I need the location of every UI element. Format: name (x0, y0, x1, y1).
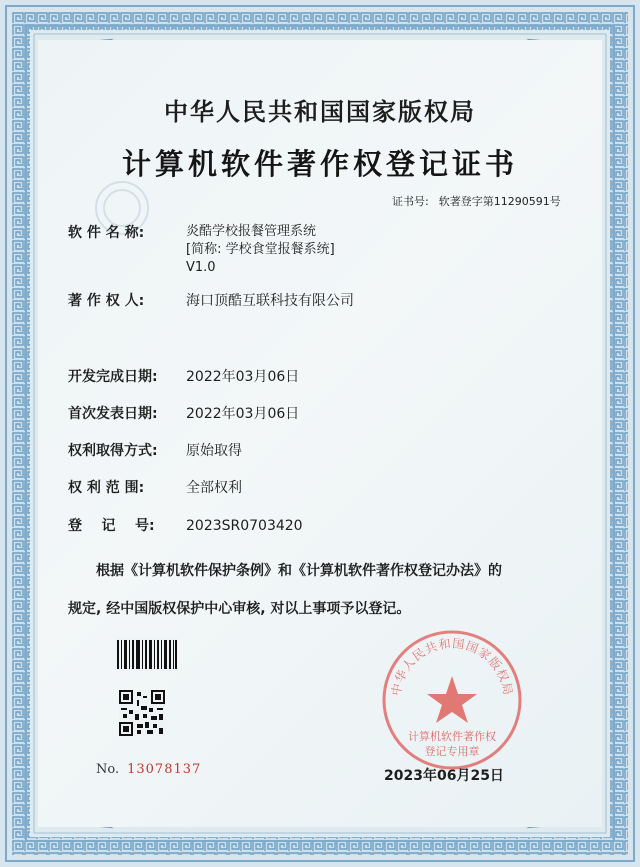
certificate-number-label: 证书号: (392, 195, 429, 208)
reg-no-label: 登 记 号: (68, 518, 155, 534)
software-version: V1.0 (186, 260, 216, 275)
serial-number (96, 762, 201, 777)
first-publish-date-label: 首次发表日期: (68, 406, 158, 422)
certificate-title: 计算机软件著作权登记证书 (121, 147, 518, 181)
software-name-block (186, 223, 335, 277)
scope-row (68, 477, 242, 497)
software-name-label: 软 件 名 称: (68, 225, 145, 241)
copyright-owner-value: 海口顶酷互联科技有限公司 (186, 293, 354, 309)
first-publish-date-value: 2022年03月06日 (186, 406, 300, 422)
copyright-owner-label: 著 作 权 人: (68, 293, 145, 309)
reg-no-value: 2023SR0703420 (186, 518, 303, 534)
first-publish-date-row (68, 403, 299, 423)
serial-prefix: No. (96, 762, 120, 777)
acquisition-value: 原始取得 (186, 443, 242, 459)
acquisition-label: 权利取得方式: (68, 443, 158, 459)
reg-no-row (68, 515, 303, 535)
serial-value: 13078137 (127, 762, 202, 777)
official-seal (380, 628, 524, 772)
acquisition-row (68, 440, 242, 460)
certificate-number (392, 193, 561, 209)
scope-value: 全部权利 (186, 480, 242, 496)
dev-complete-date-label: 开发完成日期: (68, 369, 158, 385)
dev-complete-date-value: 2022年03月06日 (186, 369, 300, 385)
seal-line-1: 计算机软件著作权 (408, 730, 496, 743)
seal-ring-text: 中华人民共和国国家版权局 (388, 636, 516, 697)
statement-line-2: 规定, 经中国版权保护中心审核, 对以上事项予以登记。 (68, 601, 411, 617)
certificate-number-value: 软著登字第11290591号 (438, 195, 561, 208)
issuer-heading: 中华人民共和国国家版权局 (164, 98, 476, 126)
software-short-name: [简称: 学校食堂报餐系统] (186, 242, 335, 257)
issue-date: 2023年06月25日 (384, 768, 504, 784)
scope-label: 权 利 范 围: (68, 480, 145, 496)
software-name-row (68, 222, 186, 242)
dev-complete-date-row (68, 366, 299, 386)
qr-code (119, 690, 165, 736)
copyright-owner-row (68, 290, 354, 310)
barcode (116, 638, 178, 671)
seal-line-2: 登记专用章 (424, 745, 480, 758)
software-name-value: 炎酷学校报餐管理系统 (186, 224, 317, 239)
statement-line-1: 根据《计算机软件保护条例》和《计算机软件著作权登记办法》的 (96, 563, 502, 579)
